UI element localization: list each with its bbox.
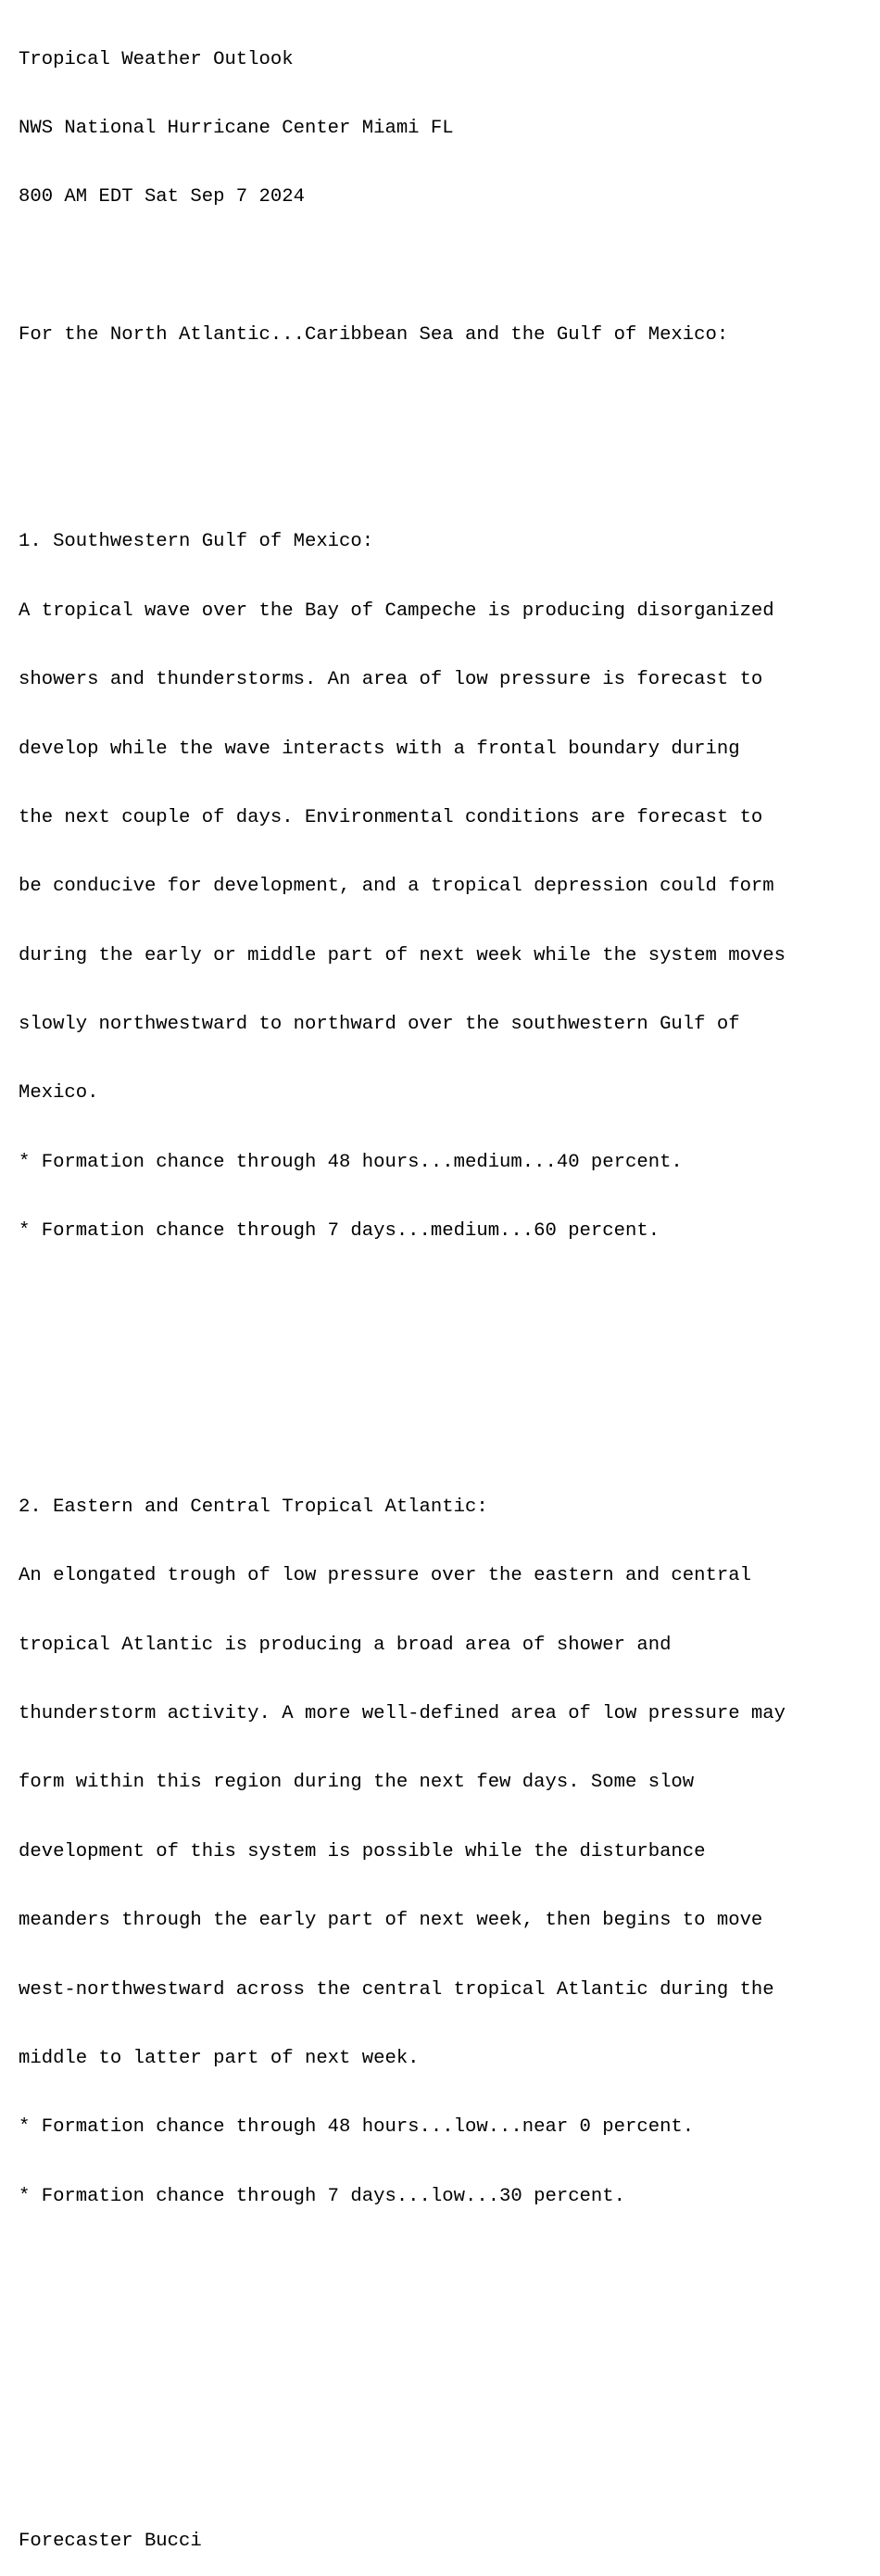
formation-chance-7d: * Formation chance through 7 days...low...30 percent.	[19, 2185, 625, 2207]
spacer	[19, 2393, 880, 2416]
outlook-title: Tropical Weather Outlook	[19, 48, 294, 70]
outlook-intro: For the North Atlantic...Caribbean Sea and the Gulf of Mexico:	[19, 324, 729, 347]
system-text-line: meanders through the early part of next week, then begins to move	[19, 1910, 763, 1932]
system-text-line: An elongated trough of low pressure over the eastern and central	[19, 1565, 751, 1587]
spacer	[19, 2461, 880, 2484]
formation-chance-7d: * Formation chance through 7 days...medium...60 percent.	[19, 1220, 660, 1243]
system-text-line: A tropical wave over the Bay of Campeche is producing disorganized	[19, 600, 774, 622]
system-heading: 1. Southwestern Gulf of Mexico:	[19, 531, 374, 553]
system-text-line: slowly northwestward to northward over the southwestern Gulf of	[19, 1014, 740, 1036]
system-text-line: the next couple of days. Environmental conditions are forecast to	[19, 806, 763, 828]
system-section-1	[19, 486, 880, 1290]
system-text-line: thunderstorm activity. A more well-defined area of low pressure may	[19, 1702, 786, 1724]
system-text-line: form within this region during the next few days. Some slow	[19, 1772, 695, 1794]
formation-chance-48h: * Formation chance through 48 hours...low...near 0 percent.	[19, 2116, 695, 2139]
system-text-line: west-northwestward across the central tropical Atlantic during the	[19, 1978, 774, 2001]
forecaster-signoff: Forecaster Bucci	[19, 2530, 202, 2552]
spacer	[19, 1358, 880, 1382]
system-text-line: tropical Atlantic is producing a broad area of shower and	[19, 1634, 672, 1656]
system-text-line: development of this system is possible while the disturbance	[19, 1840, 706, 1863]
system-text-line: Mexico.	[19, 1082, 99, 1105]
system-text-line: develop while the wave interacts with a frontal boundary during	[19, 738, 740, 760]
system-text-line: showers and thunderstorms. An area of low pressure is forecast to	[19, 669, 763, 691]
issue-time: 800 AM EDT Sat Sep 7 2024	[19, 186, 305, 208]
system-section-2	[19, 1450, 880, 2254]
system-heading: 2. Eastern and Central Tropical Atlantic:	[19, 1496, 488, 1518]
formation-chance-48h: * Formation chance through 48 hours...medium...40 percent.	[19, 1151, 683, 1173]
system-text-line: during the early or middle part of next week while the system moves	[19, 944, 786, 966]
system-text-line: be conducive for development, and a tropical depression could form	[19, 876, 774, 898]
spacer	[19, 256, 880, 279]
spacer	[19, 394, 880, 417]
issuing-office: NWS National Hurricane Center Miami FL	[19, 117, 454, 139]
system-text-line: middle to latter part of next week.	[19, 2047, 420, 2069]
spacer	[19, 2323, 880, 2346]
